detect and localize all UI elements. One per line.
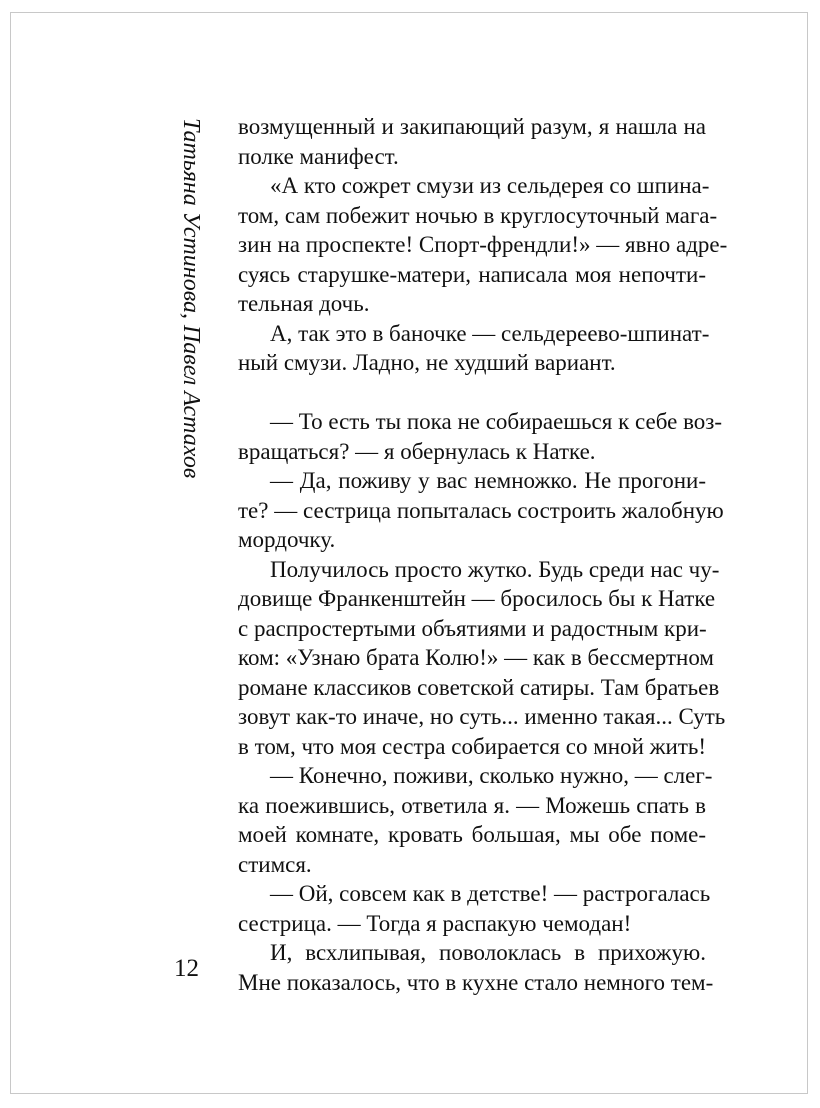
text-line: довище Франкенштейн — бросилось бы к Натке — [238, 586, 716, 611]
text-line: зин на проспекте! Спорт-френдли!» — явно адре- — [238, 232, 728, 257]
text-line: те? — сестрица попыталась состроить жалобную — [238, 497, 724, 523]
text-line: романе классиков советской сатиры. Там братьев — [238, 674, 720, 700]
text-line: — Ой, совсем как в детстве! — растрогалась — [270, 881, 711, 906]
text-line: ком: «Узнаю брата Колю!» — как в бессмертном — [238, 645, 714, 670]
body-text — [238, 112, 728, 997]
text-line: с распростертыми объятиями и радостным кри- — [238, 615, 707, 641]
text-line: мордочку. — [238, 527, 336, 552]
text-line: моей комнате, кровать большая, мы обе поме- — [238, 822, 706, 847]
text-line: вращаться? — я обернулась к Натке. — [238, 438, 596, 464]
text-line: зовут как-то иначе, но суть... именно такая... Суть — [238, 704, 726, 729]
text-line: тельная дочь. — [238, 291, 370, 316]
text-line: И, всхлипывая, поволоклась в прихожую. — [270, 940, 706, 965]
page-number: 12 — [174, 955, 199, 982]
text-line: ка поежившись, ответила я. — Можешь спать в — [238, 792, 706, 818]
text-line: Получилось просто жутко. Будь среди нас чу- — [270, 556, 720, 582]
section-break — [238, 378, 706, 408]
text-line: А, так это в баночке — сельдереево-шпинат- — [270, 320, 710, 346]
text-line: — Конечно, поживи, сколько нужно, — слег- — [270, 763, 713, 788]
text-line: том, сам побежит ночью в круглосуточный мага- — [238, 202, 718, 228]
text-line: Мне показалось, что в кухне стало немного тем- — [238, 969, 714, 995]
text-line: стимся. — [238, 851, 312, 877]
text-line: полке манифест. — [238, 143, 399, 169]
text-line: сестрица. — Тогда я распакую чемодан! — [238, 910, 632, 936]
text-line: суясь старушке-матери, написала моя непочти- — [238, 261, 706, 287]
text-line: «А кто сожрет смузи из сельдерея со шпина- — [270, 173, 710, 198]
text-line: — То есть ты пока не собираешься к себе воз- — [270, 409, 723, 434]
running-title: Татьяна Устинова, Павел Астахов — [178, 118, 204, 479]
text-line: возмущенный и закипающий разум, я нашла на — [238, 114, 706, 139]
text-line: ный смузи. Ладно, не худший вариант. — [238, 350, 616, 375]
text-line: в том, что моя сестра собирается со мной жить! — [238, 733, 707, 759]
text-line: — Да, поживу у вас немножко. Не прогони- — [270, 468, 706, 493]
